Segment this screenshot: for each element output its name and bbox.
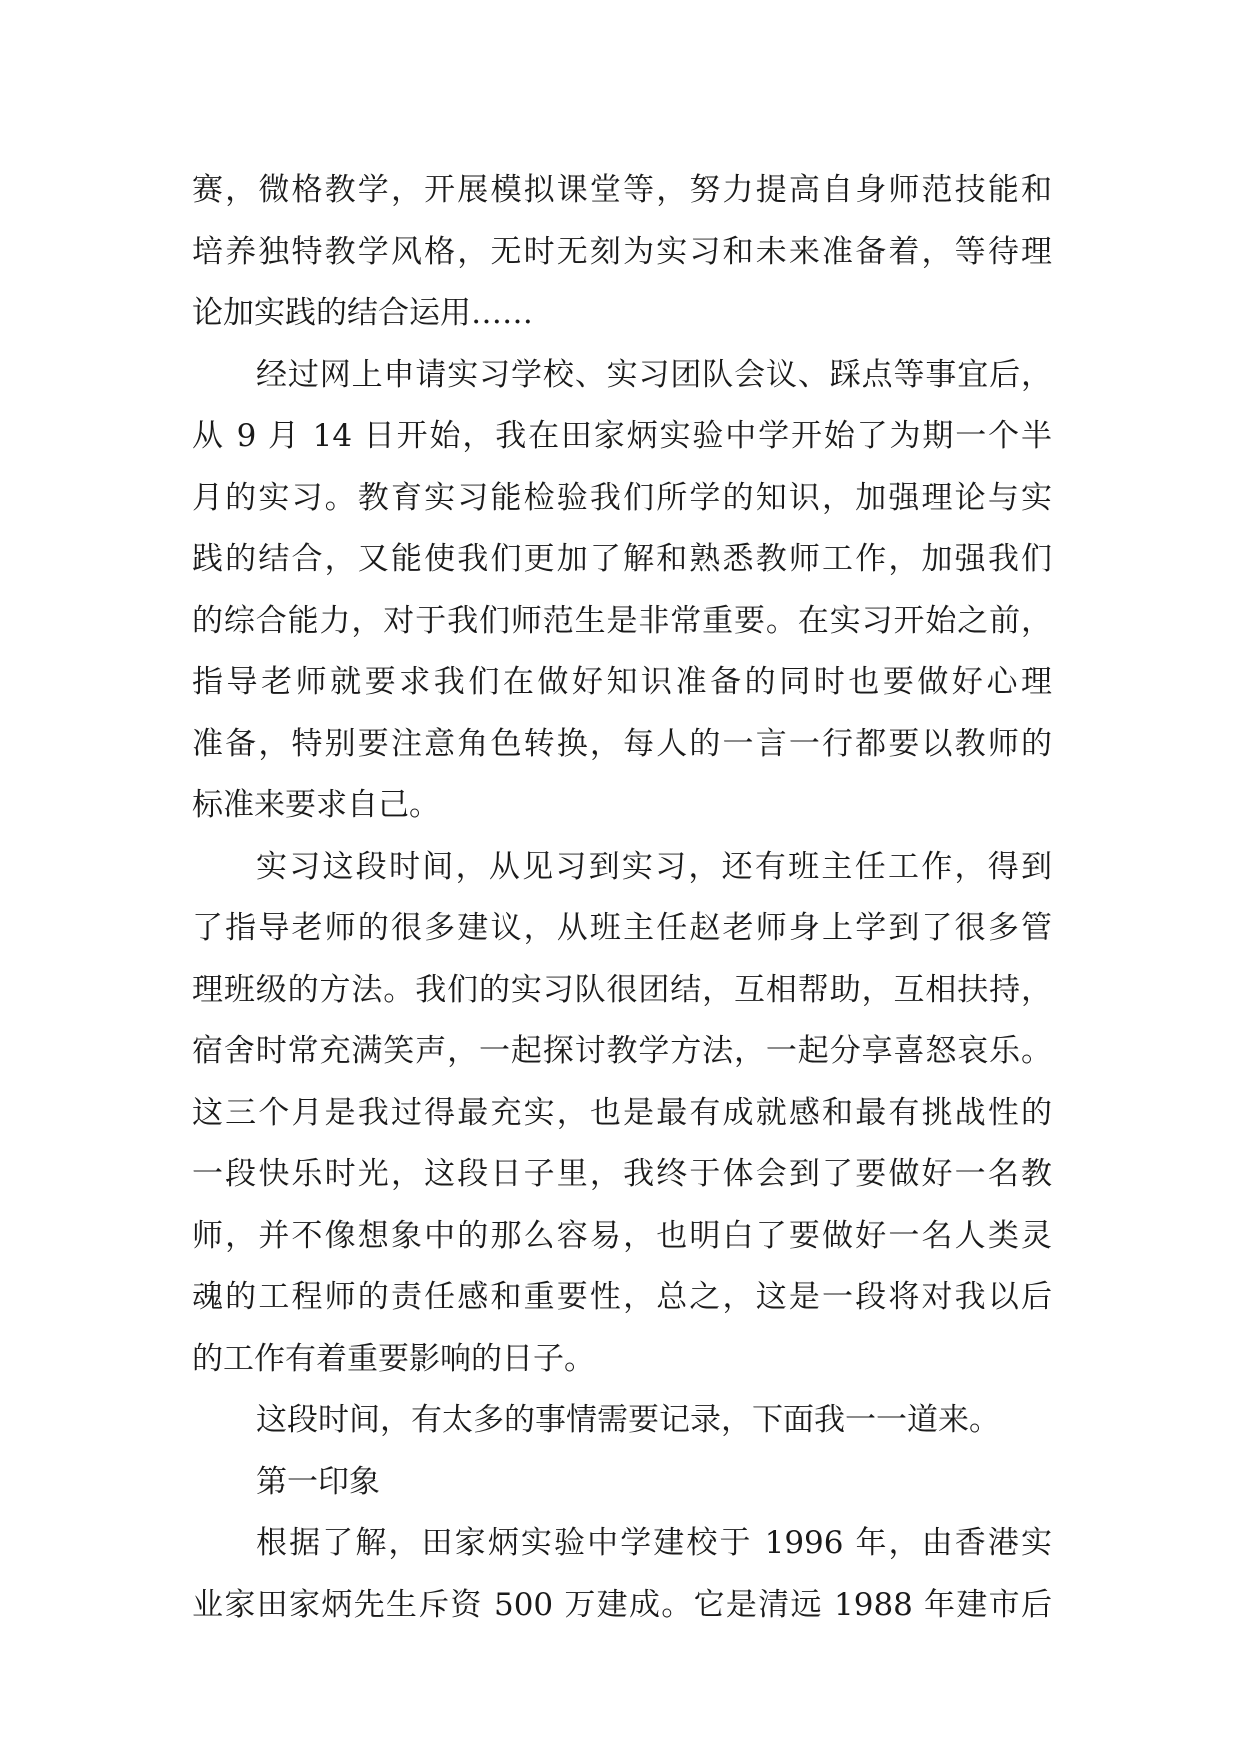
- text-line: 业家田家炳先生斥资 500 万建成。它是清远 1988 年建市后: [192, 1586, 1052, 1623]
- text-line: 一段快乐时光，这段日子里，我终于体会到了要做好一名教: [192, 1156, 1052, 1192]
- text-line: 从 9 月 14 日开始，我在田家炳实验中学开始了为期一个半: [192, 418, 1052, 454]
- text-line: 的工作有着重要影响的日子。: [192, 1340, 595, 1377]
- text-line: 这三个月是我过得最充实，也是最有成就感和最有挑战性的: [192, 1094, 1052, 1131]
- text-line: 经过网上申请实习学校、实习团队会议、踩点等事宜后，: [256, 356, 1052, 393]
- text-line: 实习这段时间，从见习到实习，还有班主任工作，得到: [256, 848, 1052, 885]
- text-line: 标准来要求自己。: [192, 787, 440, 823]
- text-line: 根据了解，田家炳实验中学建校于 1996 年，由香港实: [256, 1525, 1052, 1561]
- text-line: 月的实习。教育实习能检验我们所学的知识，加强理论与实: [192, 479, 1052, 516]
- text-line: 的综合能力，对于我们师范生是非常重要。在实习开始之前，: [192, 602, 1052, 639]
- text-line: 了指导老师的很多建议，从班主任赵老师身上学到了很多管: [192, 910, 1052, 946]
- text-line: 践的结合，又能使我们更加了解和熟悉教师工作，加强我们: [192, 541, 1052, 577]
- text-line: 师，并不像想象中的那么容易，也明白了要做好一名人类灵: [192, 1217, 1052, 1254]
- text-line: 赛，微格教学，开展模拟课堂等，努力提高自身师范技能和: [192, 172, 1052, 208]
- text-line: 指导老师就要求我们在做好知识准备的同时也要做好心理: [192, 664, 1052, 700]
- text-line: 宿舍时常充满笑声，一起探讨教学方法，一起分享喜怒哀乐。: [192, 1033, 1052, 1069]
- text-line: 培养独特教学风格，无时无刻为实习和未来准备着，等待理: [192, 233, 1052, 270]
- text-line: 魂的工程师的责任感和重要性，总之，这是一段将对我以后: [192, 1279, 1052, 1315]
- section-heading: 第一印象: [256, 1463, 380, 1500]
- text-line: 论加实践的结合运用……: [192, 295, 533, 331]
- body-text: [192, 160, 1052, 1636]
- text-line: 准备，特别要注意角色转换，每人的一言一行都要以教师的: [192, 725, 1052, 762]
- text-line: 这段时间，有太多的事情需要记录，下面我一一道来。: [256, 1402, 1000, 1438]
- text-line: 理班级的方法。我们的实习队很团结，互相帮助，互相扶持，: [192, 971, 1052, 1008]
